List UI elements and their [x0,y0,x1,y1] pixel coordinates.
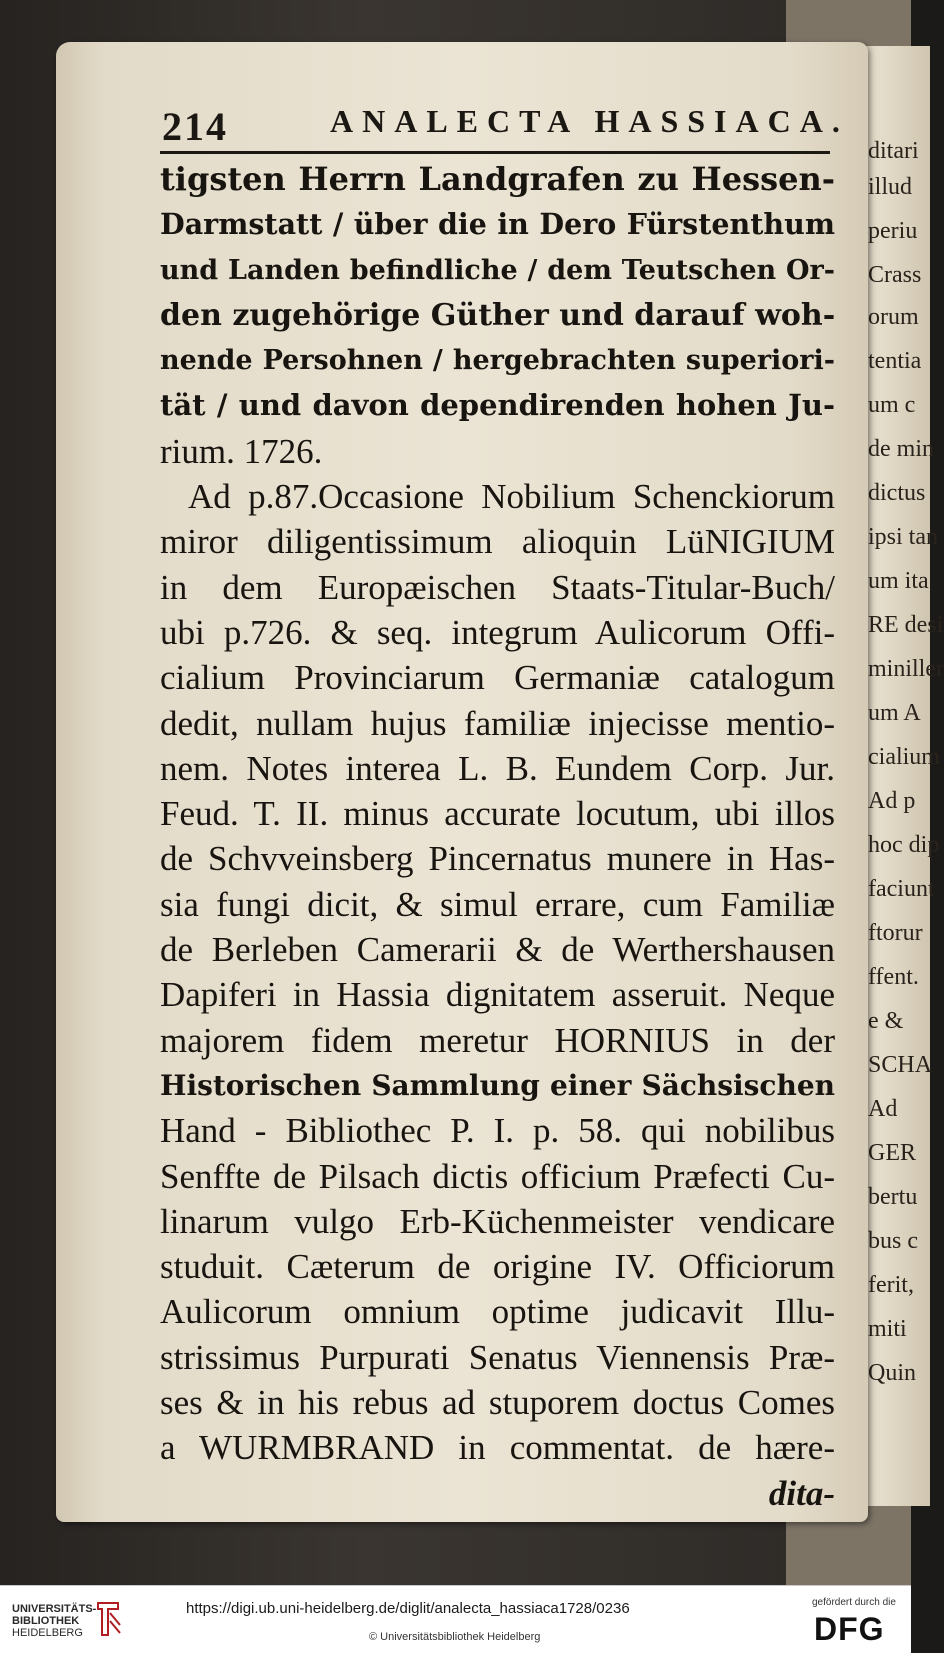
adjacent-fragment: RE desi [868,612,944,638]
text-line: studuit. Cæterum de origine IV. Officiorum [160,1247,835,1287]
text-line: Darmstatt / über die in Dero Fürstenthum [160,207,835,242]
adjacent-fragment: periu [868,218,918,244]
adjacent-fragment: Crass [868,262,922,288]
library-name-line: HEIDELBERG [12,1627,83,1639]
text-line: Aulicorum omnium optime judicavit Illu- [160,1292,835,1332]
text-line: in dem Europæischen Staats-Titular-Buch/ [160,567,835,607]
copyright-notice: © Universitätsbibliothek Heidelberg [369,1631,541,1643]
footer-divider [0,1585,911,1586]
text-line: Feud. T. II. minus accurate locutum, ubi illos [160,794,835,834]
dfg-logo[interactable]: DFG [814,1611,885,1647]
adjacent-fragment: GER [868,1140,916,1166]
library-logo-text[interactable] [12,1603,96,1639]
text-line: strissimus Purpurati Senatus Viennensis Præ- [160,1337,835,1377]
adjacent-fragment: cialium [868,744,940,770]
adjacent-fragment: de min [868,436,934,462]
library-logo-icon[interactable] [94,1599,122,1639]
adjacent-fragment: ffent. [868,964,919,990]
text-line: Historischen Sammlung einer Sächsischen [160,1068,835,1102]
text-line: Ad p.87.Occasione Nobilium Schenckiorum [188,477,835,517]
adjacent-fragment: illud [868,174,913,200]
text-line: ubi p.726. & seq. integrum Aulicorum Offi- [160,612,835,652]
funder-label: gefördert durch die [812,1597,896,1608]
adjacent-fragment: um c [868,392,916,418]
text-line: nende Persohnen / hergebrachten superiori- [160,345,835,377]
header-rule [160,151,830,154]
adjacent-page [858,46,944,1506]
text-line: majorem fidem meretur HORNIUS in der [160,1020,835,1060]
text-line: Dapiferi in Hassia dignitatem asseruit. Neque [160,975,835,1015]
adjacent-fragment: Ad p [868,788,916,814]
viewer-footer [0,1585,911,1653]
text-line: Senffte de Pilsach dictis officium Præfecti Cu- [160,1156,835,1196]
adjacent-fragment: hoc dip [868,832,940,858]
adjacent-fragment: um A [868,700,921,726]
text-line: Hand - Bibliothec P. I. p. 58. qui nobilibus [160,1111,835,1151]
text-line: de Berleben Camerarii & de Werthershausen [160,930,835,970]
permalink-url[interactable]: https://digi.ub.uni-heidelberg.de/diglit/analecta_hassiaca1728/0236 [186,1600,630,1617]
adjacent-fragment: SCHA [868,1052,933,1078]
adjacent-fragment: faciunt [868,876,935,902]
text-line: sia fungi dicit, & simul errare, cum Familiæ [160,884,835,924]
text-line: und Landen befindliche / dem Teutschen Or- [160,254,835,286]
adjacent-fragment: ferit, [868,1272,914,1298]
text-line: cialium Provinciarum Germaniæ catalogum [160,658,835,698]
adjacent-fragment: tentia [868,348,922,374]
catchword: dita- [768,1473,835,1513]
adjacent-fragment: bertu [868,1184,918,1210]
adjacent-fragment: ftorur [868,920,923,946]
adjacent-fragment: orum [868,304,919,330]
text-line: miror diligentissimum alioquin LüNIGIUM [160,522,835,562]
page-number: 214 [162,104,228,149]
library-name-line: BIBLIOTHEK [12,1615,80,1627]
library-name-line: UNIVERSITÄTS- [12,1603,97,1615]
adjacent-fragment: ipsi tan [868,524,938,550]
adjacent-fragment: Quin [868,1360,916,1386]
text-line: dedit, nullam hujus familiæ injecisse mentio- [160,703,835,743]
text-line: de Schvveinsberg Pincernatus munere in Has- [160,839,835,879]
page-body-text [160,157,835,1516]
text-line: nem. Notes interea L. B. Eundem Corp. Jur. [160,748,835,788]
text-line: linarum vulgo Erb-Küchenmeister vendicare [160,1201,835,1241]
adjacent-fragment: Ad [868,1096,898,1122]
text-line: den zugehörige Güther und darauf woh- [160,297,836,333]
text-line: tät / und davon dependirenden hohen Ju- [160,388,835,423]
adjacent-fragment: miniller [868,656,944,682]
adjacent-fragment: e & [868,1008,904,1034]
text-line: ses & in his rebus ad stuporem doctus Comes [160,1383,835,1423]
running-title: ANALECTA HASSIACA. [330,103,849,139]
adjacent-fragment: dictus [868,480,926,506]
adjacent-fragment: um ita [868,568,929,594]
adjacent-fragment: bus c [868,1228,918,1254]
text-line: tigsten Herrn Landgrafen zu Hessen- [160,160,835,198]
adjacent-fragment: ditari [868,138,919,164]
adjacent-fragment: miti [868,1316,907,1342]
text-line: rium. 1726. [160,431,323,471]
text-line: a WURMBRAND in commentat. de hære- [160,1428,835,1468]
